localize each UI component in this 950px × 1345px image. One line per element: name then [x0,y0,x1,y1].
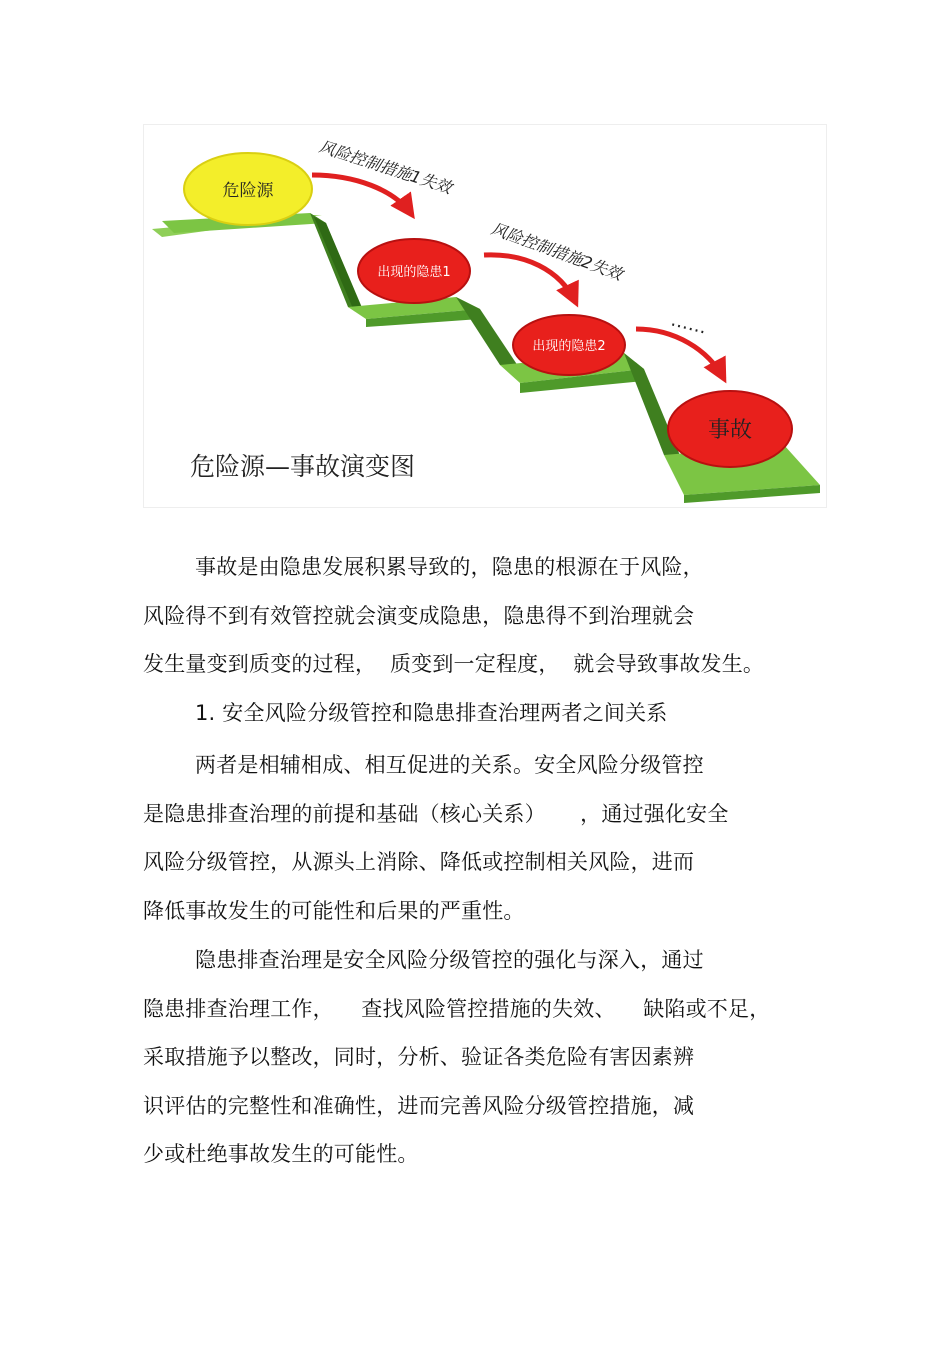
text-line: 事故是由隐患发展积累导致的，隐患的根源在于风险， [195,555,704,579]
text-line: 隐患排查治理是安全风险分级管控的强化与深入，通过 [195,948,704,972]
text-line: 识评估的完整性和准确性，进而完善风险分级管控措施，减 [143,1093,695,1118]
hidden-danger-2-label: 出现的隐患2 [532,339,606,354]
hidden-danger-2-node [513,315,625,375]
text-line: 风险分级管控，从源头上消除、降低或控制相关风险，进而 [143,850,695,874]
hidden-danger-1-node [358,239,470,303]
fail-2-label: 风险控制措施2失效 [488,218,625,285]
hazard-accident-evolution-figure [143,124,827,508]
text-line: 两者是相辅相成、相互促进的关系。安全风险分级管控 [195,753,704,777]
paragraph-relationship [143,741,823,935]
text-line: 降低事故发生的可能性和后果的严重性。 [143,898,525,923]
text-line: 采取措施予以整改，同时，分析、验证各类危险有害因素辨 [143,1045,695,1069]
arrow-fail-1 [312,175,412,215]
text-line: 是隐患排查治理的前提和基础（核心关系） ，通过强化安全 [143,801,729,826]
paragraph-hidden-danger-governance [143,936,823,1179]
fail-1-label: 风险控制措施1失效 [316,136,455,198]
accident-label: 事故 [707,418,753,443]
section-heading-relationship [143,689,823,738]
hazard-node [184,153,312,225]
hazard-label: 危险源 [222,181,274,201]
accident-node [668,391,792,467]
figure-caption: 危险源—事故演变图 [190,452,416,481]
text-line: 少或杜绝事故发生的可能性。 [143,1142,419,1166]
text-line: 发生量变到质变的过程， 质变到一定程度， 就会导致事故发生。 [143,652,765,676]
text-line: 隐患排查治理工作， 查找风险管控措施的失效、 缺陷或不足， [143,996,771,1021]
arrow-continue [636,329,724,379]
text-line: 风险得不到有效管控就会演变成隐患，隐患得不到治理就会 [143,603,695,628]
paragraph-accident-cause [143,543,823,689]
section-heading-text: 1. 安全风险分级管控和隐患排查治理两者之间关系 [195,701,668,725]
continuation-dots: …… [668,309,709,339]
hidden-danger-1-label: 出现的隐患1 [377,265,451,280]
